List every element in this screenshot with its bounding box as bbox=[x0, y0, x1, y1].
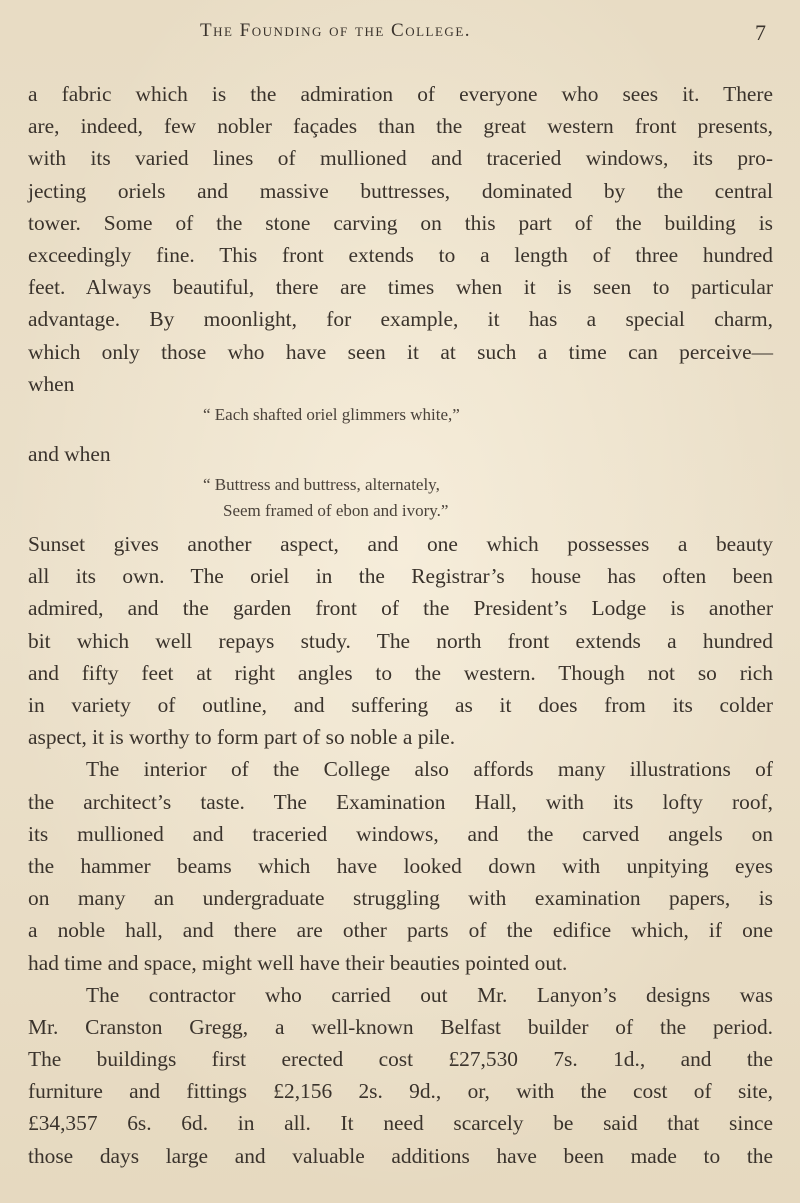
text-line: all its own. The oriel in the Registrar’s house has often been bbox=[28, 564, 773, 589]
text-line: and when bbox=[28, 441, 111, 466]
text-line: feet. Always beautiful, there are times when it is seen to particular bbox=[28, 275, 773, 300]
running-head bbox=[0, 20, 800, 50]
text-line: those days large and valuable additions have been made to the bbox=[28, 1143, 773, 1168]
text-line: had time and space, might well have their beauties pointed out. bbox=[28, 950, 568, 975]
text-line: advantage. By moonlight, for example, it has a special charm, bbox=[28, 307, 773, 332]
text-line: admired, and the garden front of the President’s Lodge is another bbox=[28, 596, 773, 621]
text-line: furniture and fittings £2,156 2s. 9d., or, with the cost of site, bbox=[28, 1079, 773, 1104]
text-line: its mullioned and traceried windows, and the carved angels on bbox=[28, 821, 773, 846]
text-line: bit which well repays study. The north front extends a hundred bbox=[28, 628, 773, 653]
text-line: a fabric which is the admiration of everyone who sees it. There bbox=[28, 82, 773, 106]
body-text bbox=[28, 78, 773, 1172]
text-line: on many an undergraduate struggling with examination papers, is bbox=[28, 886, 773, 911]
verse-quote-2-line-1: “ Buttress and buttress, alternately, bbox=[203, 475, 440, 495]
text-line: jecting oriels and massive buttresses, dominated by the central bbox=[28, 178, 773, 203]
text-line: the hammer beams which have looked down with unpitying eyes bbox=[28, 853, 773, 878]
text-line: and fifty feet at right angles to the western. Though not so rich bbox=[28, 660, 773, 685]
text-line: Sunset gives another aspect, and one which possesses a beauty bbox=[28, 532, 773, 557]
text-line: aspect, it is worthy to form part of so noble a pile. bbox=[28, 725, 456, 750]
text-line: Mr. Cranston Gregg, a well-known Belfast builder of the period. bbox=[28, 1014, 773, 1039]
page-number: 7 bbox=[755, 20, 766, 45]
text-line: are, indeed, few nobler façades than the great western front presents, bbox=[28, 114, 773, 139]
text-line: exceedingly fine. This front extends to a length of three hundred bbox=[28, 242, 773, 267]
text-line: a noble hall, and there are other parts of the edifice which, if one bbox=[28, 918, 773, 943]
text-line: the architect’s taste. The Examination Hall, with its lofty roof, bbox=[28, 789, 773, 814]
text-line: with its varied lines of mullioned and traceried windows, its pro- bbox=[28, 146, 773, 171]
text-line: when bbox=[28, 371, 75, 396]
text-line: £34,357 6s. 6d. in all. It need scarcely be said that since bbox=[28, 1111, 773, 1136]
text-line: in variety of outline, and suffering as it does from its colder bbox=[28, 693, 773, 717]
text-line: tower. Some of the stone carving on this part of the building is bbox=[28, 210, 773, 235]
verse-quote-2-line-2: Seem framed of ebon and ivory.” bbox=[223, 501, 449, 521]
text-line: The contractor who carried out Mr. Lanyon’s designs was bbox=[86, 982, 773, 1007]
running-title: The Founding of the College. bbox=[200, 20, 472, 41]
text-line: The buildings first erected cost £27,530 7s. 1d., and the bbox=[28, 1047, 773, 1072]
text-line: which only those who have seen it at such a time can perceive— bbox=[28, 339, 773, 364]
text-line: The interior of the College also affords many illustrations of bbox=[86, 757, 773, 782]
verse-quote-1: “ Each shafted oriel glimmers white,” bbox=[203, 404, 460, 424]
